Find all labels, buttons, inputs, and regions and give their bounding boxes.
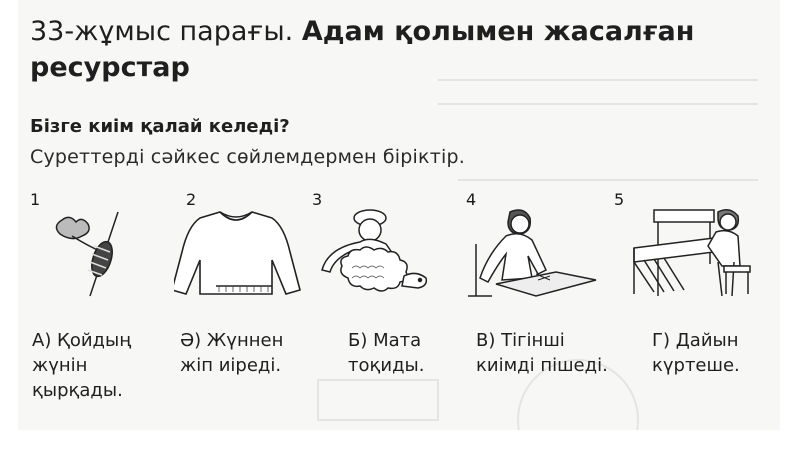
sentence-g: Г) Дайын күртеше. bbox=[652, 330, 740, 376]
sheep-shearing-icon bbox=[312, 204, 452, 304]
worksheet-title: Адам қолымен жасалған ресурстар bbox=[30, 16, 695, 83]
picture-number: 1 bbox=[30, 190, 41, 209]
section-question: Бізге киім қалай келеді? bbox=[30, 116, 290, 137]
sweater-icon bbox=[174, 204, 314, 304]
picture-number: 3 bbox=[312, 190, 323, 209]
spindle-icon bbox=[30, 204, 150, 304]
weaving-loom-icon bbox=[614, 204, 764, 304]
worksheet-number: 33-жұмыс парағы. bbox=[30, 16, 294, 47]
picture-4 bbox=[466, 190, 606, 302]
sentence-a: А) Қойдың жүнін қырқады. bbox=[32, 330, 132, 401]
picture-number: 5 bbox=[614, 190, 625, 209]
sentence-b: Б) Мата тоқиды. bbox=[348, 330, 425, 376]
picture-3 bbox=[312, 190, 452, 302]
page-heading bbox=[30, 14, 770, 86]
picture-2 bbox=[174, 190, 314, 302]
tailor-cutting-icon bbox=[466, 204, 606, 304]
picture-5 bbox=[614, 190, 754, 302]
worksheet-page bbox=[18, 0, 780, 430]
picture-number: 2 bbox=[186, 190, 197, 209]
task-instruction: Суреттерді сәйкес сөйлемдермен біріктір. bbox=[30, 146, 465, 168]
sentence-ae: Ә) Жүннен жіп иіреді. bbox=[180, 330, 284, 376]
picture-1 bbox=[30, 190, 170, 302]
sentence-v: В) Тігінші киімді пішеді. bbox=[476, 330, 608, 376]
picture-number: 4 bbox=[466, 190, 477, 209]
